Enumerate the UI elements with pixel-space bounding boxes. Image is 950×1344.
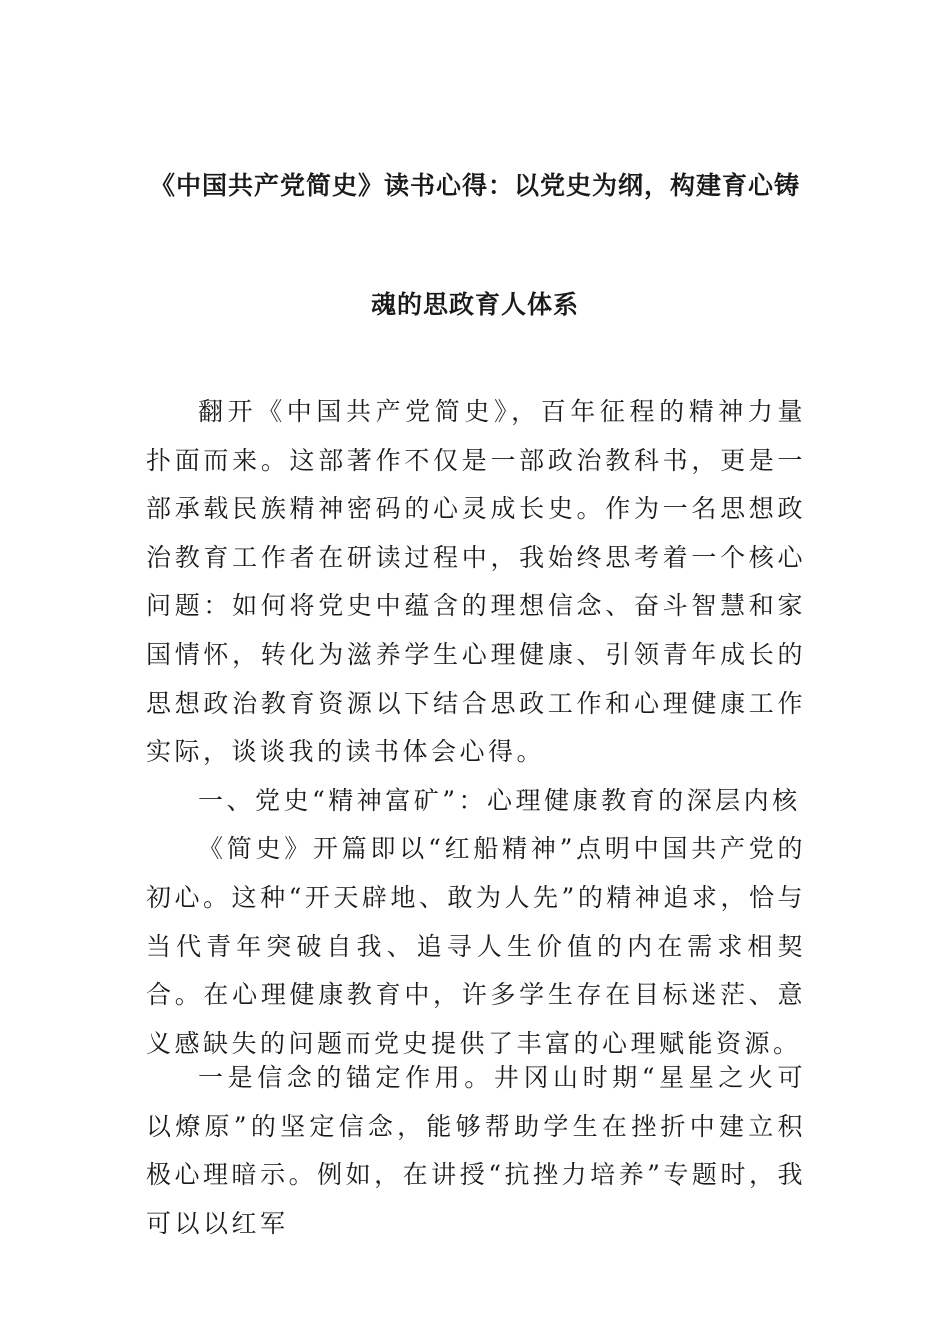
document-body xyxy=(146,388,806,1068)
paragraph-intro: 翻开《中国共产党简史》，百年征程的精神力量扑面而来。这部著作不仅是一部政治教科书，更是一部承载民族精神密码的心灵成长史。作为一名思想政治教育工作者在研读过程中，我始终思考着一个核心问题：如何将党史中蕴含的理想信念、奋斗智慧和家国情怀，转化为滋养学生心理健康、引领青年成长的思想政治教育资源以下结合思政工作和心理健康工作实际，谈谈我的读书体会心得。 xyxy=(146,397,806,767)
paragraph-red-boat: 《简史》开篇即以“红船精神”点明中国共产党的初心。这种“开天辟地、敢为人先”的精神追求，恰与当代青年突破自我、追寻人生价值的内在需求相契合。在心理健康教育中，许多学生存在目标迷茫、意义感缺失的问题而党史提供了丰富的心理赋能资源。 xyxy=(146,834,806,1058)
document-body-continued xyxy=(146,1054,806,1248)
paragraph-belief-anchor: 一是信念的锚定作用。井冈山时期“星星之火可以燎原”的坚定信念，能够帮助学生在挫折中建立积极心理暗示。例如，在讲授“抗挫力培养”专题时，我可以以红军 xyxy=(146,1063,806,1238)
section-heading-1: 一、党史“精神富矿”：心理健康教育的深层内核 xyxy=(198,785,801,815)
document-title-line-1: 《中国共产党简史》读书心得：以党史为纲，构建育心铸 xyxy=(149,171,800,200)
document-title-line-2: 魂的思政育人体系 xyxy=(370,290,579,319)
